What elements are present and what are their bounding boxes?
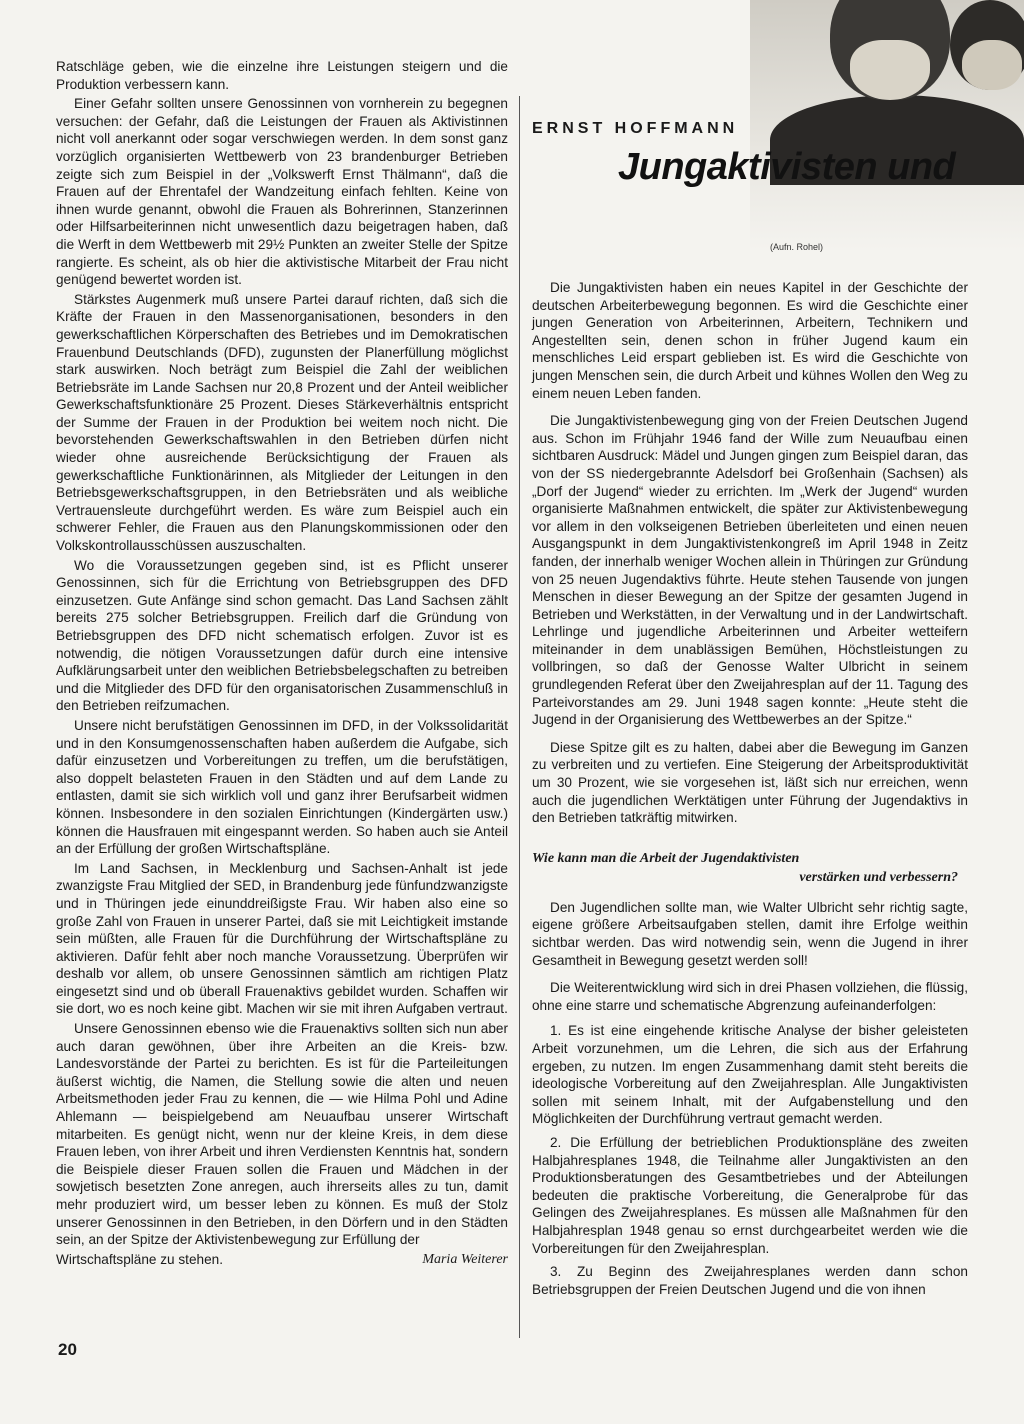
phase-list <box>532 1022 968 1298</box>
list-item: 2. Die Erfüllung der betrieblichen Produktionspläne des zweiten Halbjahresplanes 1948, die Teilnahme aller Jungaktivisten an den Produktionsberatungen des Gesamtbetriebes und der Abteilungen bedeuten die praktische Vorbereitung, die Generalprobe für das Gelingen des Zweijahresplanes. Es müssen alle Maßnahmen für den Halbjahresplan 1948 genau so ernst durchgearbeitet werden wie die Vorbereitungen für den Zweijahresplan. <box>532 1134 968 1256</box>
paragraph: Den Jugendlichen sollte man, wie Walter Ulbricht sehr richtig sagte, eigene größere Arbeitsaufgaben stellen, damit ihre Erfolge weithin sichtbar werden. Das wird notwendig sein, wenn die Jugend in ihrer Gesamtheit in Bewegung gesetzt werden soll! <box>532 899 968 968</box>
left-column <box>56 58 508 1268</box>
right-column <box>532 279 968 1304</box>
article-author: ERNST HOFFMANN <box>532 120 739 137</box>
section-heading-line: Wie kann man die Arbeit der Jugendaktivisten <box>532 850 800 866</box>
paragraph: Wo die Voraussetzungen gegeben sind, ist es Pflicht unserer Genossinnen, sich für die Errichtung von Betriebsgruppen des DFD einzusetzen. Gute Anfänge sind schon gemacht. Das Land Sachsen zählt bereits 275 solcher Betriebsgruppen. Freilich darf die Gründung von Betriebsgruppen des DFD nicht schematisch erfolgen. Zuvor ist es notwendig, die nötigen Voraussetzungen dafür durch eine intensive Aufklärungsarbeit unter den weiblichen Betriebsbelegschaften zu betreiben und die Mitglieder des DFD für den organisatorischen Zusammenschluß in den Betrieben reifzumachen. <box>56 557 508 714</box>
author-signature: Maria Weiterer <box>422 1251 508 1267</box>
list-item: 3. Zu Beginn des Zweijahresplanes werden dann schon Betriebsgruppen der Freien Deutschen Jugend und die von ihnen <box>532 1264 968 1297</box>
paragraph: Unsere nicht berufstätigen Genossinnen im DFD, in der Volkssolidarität und in den Konsumgenossenschaften haben außerdem die Aufgabe, sich dafür einzusetzen und Vorbereitungen zu treffen, um die berufstätigen, also doppelt belasteten Frauen in den Städten und auf dem Lande zu entlasten, damit sie sich wirklich voll und ganz ihrer Berufsarbeit widmen können. Insbesondere in den sozialen Einrichtungen (Kindergärten usw.) können die Hausfrauen mit eingespannt werden. So haben auch sie Anteil an der Erfüllung der großen Wirtschaftspläne. <box>56 717 508 857</box>
paragraph: Einer Gefahr sollten unsere Genossinnen von vornherein zu begegnen versuchen: der Gefahr, daß die Leistungen der Frauen als Aktivistinnen nicht voll anerkannt oder sogar verschwiegen werden. In dem sonst ganz vorzüglich organisierten Wettbewerb von 23 brandenburger Betrieben zeigte sich zum Beispiel in der „Volkswerft Ernst Thälmann“, daß die Frauen auf der Ehrentafel der Wandzeitung einfach fehlten. Keine von ihnen wurde genannt, obwohl die Frauen als Bohrerinnen, Stanzerinnen oder Hilfsarbeiterinnen nicht unwesentlich dazu beigetragen haben, daß die Werft in dem Wettbewerb mit 29½ Punkten an zweiter Stelle der Spitze rangierte. Es scheint, als ob hier die aktivistische Mitarbeit der Frau nicht genügend bewertet worden ist. <box>56 96 508 288</box>
paragraph: Ratschläge geben, wie die einzelne ihre Leistungen steigern und die Produktion verbessern kann. <box>56 59 508 92</box>
paragraph: Die Jungaktivisten haben ein neues Kapitel in der Geschichte der deutschen Arbeiterbewegung begonnen. Es wird die Geschichte einer jungen Generation von Arbeiterinnen, Arbeitern, Technikern und Angestellten sein, denen schon in früher Jugend kaum ein menschliches Leid erspart geblieben ist. Es wird die Geschichte von jungen Menschen sein, die durch Arbeit und kühnes Wollen den Weg zu einem neuen Leben fanden. <box>532 280 968 401</box>
column-divider <box>519 96 520 1338</box>
paragraph: Diese Spitze gilt es zu halten, dabei aber die Bewegung im Ganzen zu verbreiten und zu vertiefen. Eine Steigerung der Arbeitsproduktivität um 30 Prozent, wie sie vorgesehen ist, läßt sich nur erreichen, wenn auch die jugendlichen Werktätigen unter Führung der Jugendaktivs in den Betrieben tatkräftig mitwirken. <box>532 739 968 826</box>
paragraph: Stärkstes Augenmerk muß unsere Partei darauf richten, daß sich die Kräfte der Frauen in den Massenorganisationen, besonders in den gewerkschaftlichen Körperschaften des Betriebes und im Demokratischen Frauenbund Deutschlands (DFD), zugunsten der Planerfüllung möglichst stark auswirken. Noch beträgt zum Beispiel die Zahl der weiblichen Betriebsräte im Lande Sachsen nur 20,8 Prozent und der Anteil weiblicher Gewerkschaftsfunktionäre 25 Prozent. Dieses Stärkeverhältnis entspricht der Summe der Frauen in der Produktion bei weitem noch nicht. Die bevorstehenden Gewerkschaftswahlen in den Betrieben dürfen nicht wieder ohne ausreichende Berücksichtigung der Frauen als gewerkschaftliche Funktionärinnen, als Mitglieder der Leitungen in den Betriebsgewerkschaftsgruppen, in den Betriebsräten und als weibliche Vertrauensleute durchgeführt werden. Es wäre zum Beispiel auch ein schwerer Fehler, die Frauen aus den Planungskommissionen oder den Volkskontrollausschüssen auszuschalten. <box>56 291 508 554</box>
list-item: 1. Es ist eine eingehende kritische Analyse der bisher geleisteten Arbeit vorzunehmen, um die Lehren, die sich aus der Erfahrung ergeben, zu nutzen. Im engen Zusammenhang damit steht bereits die ideologische Vorbereitung auf den Zweijahresplan. Alle Jungaktivisten sollen mit seinem Inhalt, mit der Aufgabenstellung und den Möglichkeiten der Durchführung vertraut gemacht werden. <box>532 1023 968 1127</box>
section-heading <box>532 849 968 887</box>
section-heading-line: verstärken und verbessern? <box>799 869 958 885</box>
paragraph: Unsere Genossinnen ebenso wie die Frauenaktivs sollten sich nun aber auch daran gewöhnen, über ihre Arbeiten an die Kreis- bzw. Landesvorstände der Partei zu berichten. Es ist für die Parteileitungen äußerst wichtig, die Namen, die Stellung sowie die alten und neuen Arbeitsmethoden jeder Frau zu kennen, die — wie Hilma Pohl und Adine Ahlemann — beispielgebend am Neuaufbau unserer Wirtschaft mitarbeiten. Es genügt nicht, wenn nur der kleine Kreis, in dem diese Frauen leben, von ihrer Arbeit und ihren Verdiensten Kenntnis hat, sondern die Beispiele dieser Frauen sollen die Frauen und Mädchen in der sowjetisch besetzten Zone anregen, auch ihrerseits alles zu tun, damit mehr produziert wird, um besser leben zu können. Es muß der Stolz unserer Genossinnen in den Betrieben, in den Dörfern und in den Städten sein, an der Spitze der Aktivistenbewegung zur Erfüllung der <box>56 1021 508 1248</box>
article-headline: Jungaktivisten und <box>618 146 956 188</box>
article-photo <box>750 0 1024 250</box>
paragraph: Die Jungaktivistenbewegung ging von der Freien Deutschen Jugend aus. Schon im Frühjahr 1946 fand der Wille zum Neuaufbau einen sichtbaren Ausdruck: Mädel und Jungen gingen zum Beispiel daran, das von der SS niedergebrannte Adelsdorf bei Großenhain (Sachsen) als „Dorf der Jugend“ wieder zu errichten. Im „Werk der Jugend“ wurden organisierte Maßnahmen entwickelt, die später zur Aktivistenbewegung vor allem in den volkseigenen Betrieben überleiteten und einen neuen Ausgangspunkt in dem Jungaktivistenkongreß im April 1948 in Zeitz fanden, der innerhalb weniger Wochen allein in Thüringen zur Gründung von 25 neuen Jugendaktivs führte. Heute stehen Tausende von jungen Menschen in dieser Bewegung an der Spitze der gesamten Jugend in Betrieben und Werkstätten, in der Verwaltung und in der Landwirtschaft. Lehrlinge und jugendliche Arbeiterinnen und Arbeiter wetteifern miteinander in dem unablässigen Bemühen, Höchstleistungen zu vollbringen, so daß der Genosse Walter Ulbricht in seinem grundlegenden Referat über den Zweijahresplan auf der 11. Tagung des Parteivorstandes am 29. Juni 1948 sagen konnte: „Heute steht die Jugend in der Organisierung des Wettbewerbes an der Spitze.“ <box>532 413 968 728</box>
paragraph: Im Land Sachsen, in Mecklenburg und Sachsen-Anhalt ist jede zwanzigste Frau Mitglied der SED, in Brandenburg jede fünfundzwanzigste und in Thüringen jede einunddreißigste Frau. Wir haben also eine so große Zahl von Frauen in unserer Partei, daß sie mit Leichtigkeit imstande sein müßten, alle Frauen für die Durchführung der Wirtschaftspläne zu aktivieren. Dafür fehlt aber noch manche Voraussetzung. Überprüfen wir deshalb vor allem, ob unsere Genossinnen sämtlich am richtigen Platz eingesetzt sind und ob überall Frauenaktivs gebildet wurden. Schaffen wir sie dort, wo es noch keine gibt. Machen wir sie mit ihren Aufgaben vertraut. <box>56 860 508 1017</box>
photo-credit: (Aufn. Rohel) <box>770 242 824 252</box>
paragraph: Die Weiterentwicklung wird sich in drei Phasen vollziehen, die flüssig, ohne eine starre und schematische Abgrenzung aufeinanderfolgen: <box>532 980 968 1013</box>
closing-line: Wirtschaftspläne zu stehen. <box>56 1251 223 1267</box>
page-number: 20 <box>58 1340 77 1359</box>
signature-line <box>56 1251 508 1269</box>
